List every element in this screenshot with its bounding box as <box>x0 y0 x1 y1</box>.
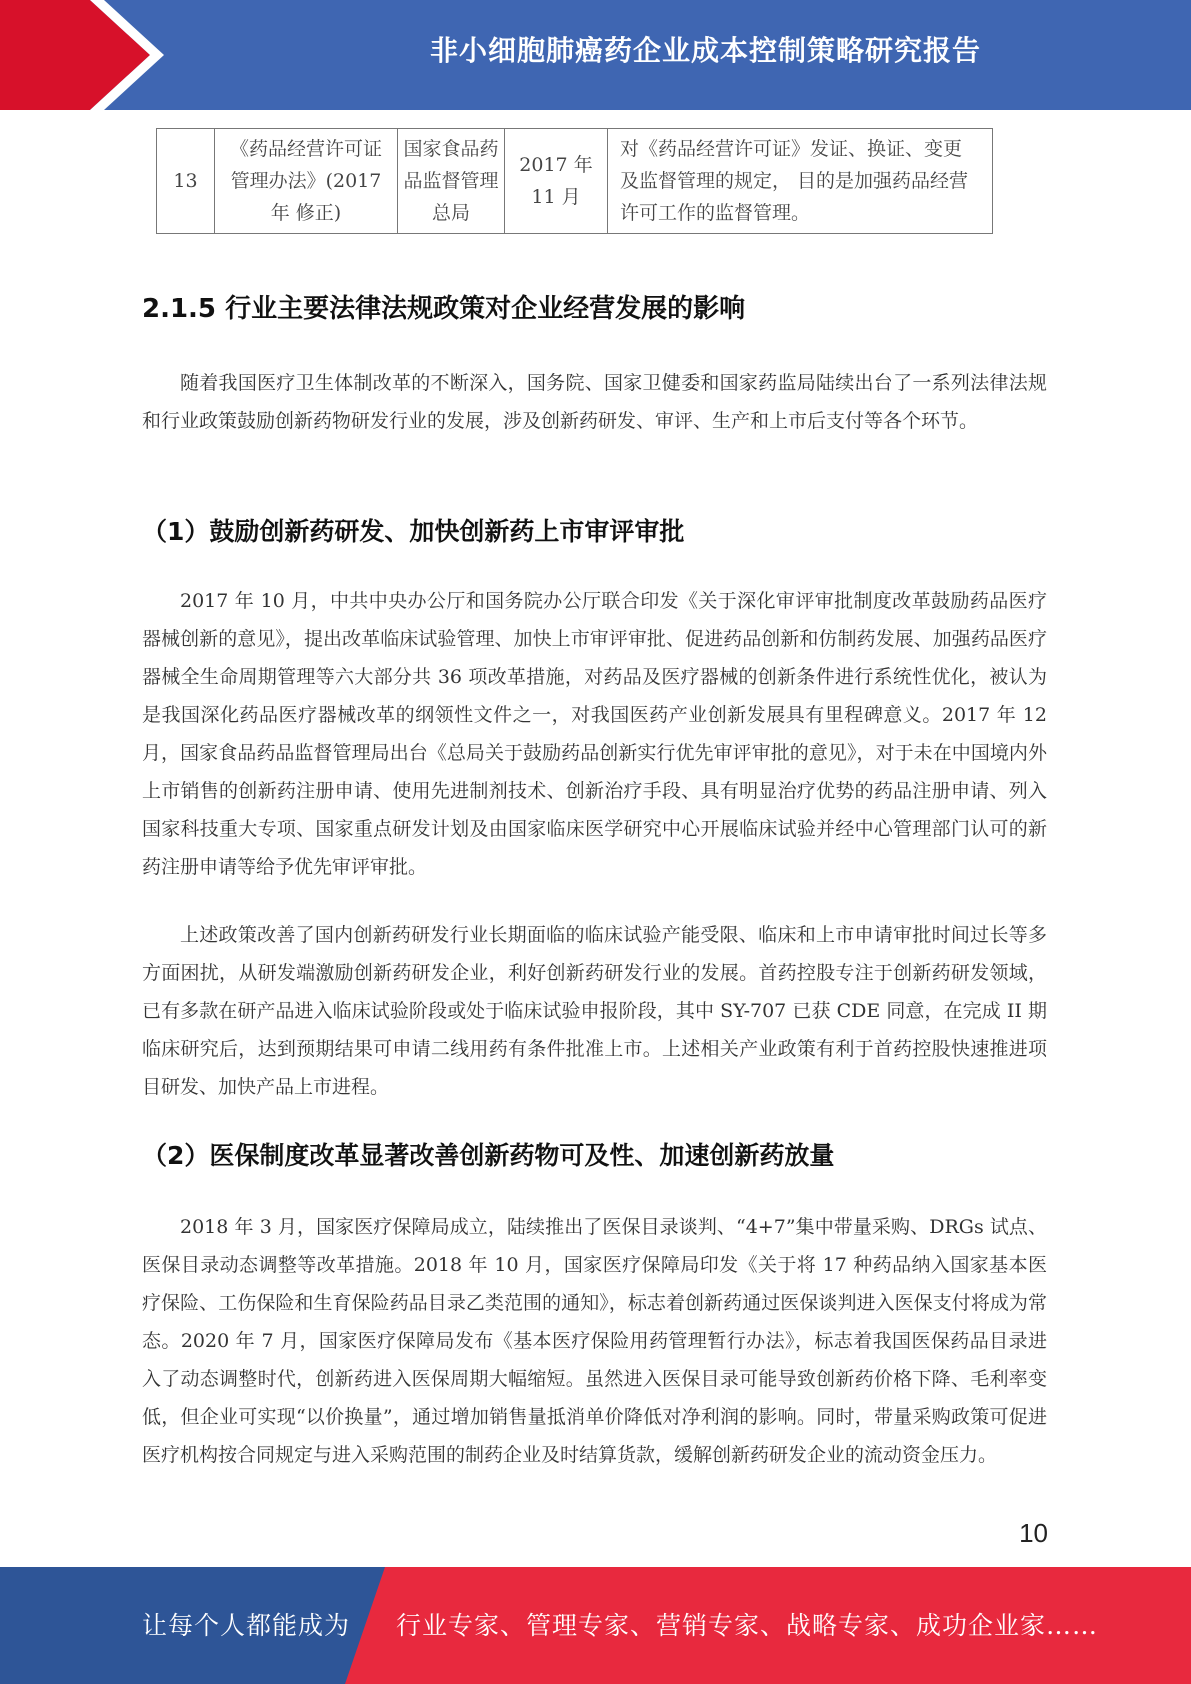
subheading-innovation: （1）鼓励创新药研发、加快创新药上市审评审批 <box>142 517 685 546</box>
page-header <box>0 0 1191 110</box>
row-number: 13 <box>157 129 215 234</box>
header-chevron-decoration <box>0 0 200 110</box>
issuing-authority: 国家食品药品监督管理总局 <box>398 129 505 234</box>
page-footer <box>0 1567 1191 1684</box>
regulation-table <box>156 128 993 234</box>
subheading-insurance: （2）医保制度改革显著改善创新药物可及性、加速创新药放量 <box>142 1141 835 1170</box>
table-row <box>157 129 993 234</box>
regulation-name: 《药品经营许可证管理办法》(2017 年 修正) <box>215 129 398 234</box>
paragraph-policy-impact: 上述政策改善了国内创新药研发行业长期面临的临床试验产能受限、临床和上市申请审批时间过长等多方面困扰，从研发端激励创新药研发企业，利好创新药研发行业的发展。首药控股专注于创新药研发领域，已有多款在研产品进入临床试验阶段或处于临床试验申报阶段，其中 SY-707 已获 CDE 同意，在完成 II 期临床研究后，达到预期结果可申请二线用药有条件批准上市。上述相关产业政策有利于首药控股快速推进项目研发、加快产品上市进程。 <box>142 924 1047 1098</box>
section-heading: 2.1.5 行业主要法律法规政策对企业经营发展的影响 <box>142 294 746 324</box>
regulation-description: 对《药品经营许可证》发证、换证、变更及监督管理的规定， 目的是加强药品经营许可工作的监督管理。 <box>608 129 993 234</box>
paragraph-policy-2017: 2017 年 10 月，中共中央办公厅和国务院办公厅联合印发《关于深化审评审批制度改革鼓励药品医疗器械创新的意见》，提出改革临床试验管理、加快上市审评审批、促进药品创新和仿制药发展、加强药品医疗器械全生命周期管理等六大部分共 36 项改革措施，对药品及医疗器械的创新条件进行系统性优化，被认为是我国深化药品医疗器械改革的纲领性文件之一，对我国医药产业创新发展具有里程碑意义。2017 年 12 月，国家食品药品监督管理局出台《总局关于鼓励药品创新实行优先审评审批的意见》，对于未在中国境内外上市销售的创新药注册申请、使用先进制剂技术、创新治疗手段、具有明显治疗优势的药品注册申请、列入国家科技重大专项、国家重点研发计划及由国家临床医学研究中心开展临床试验并经中心管理部门认可的新药注册申请等给予优先审评审批。 <box>142 590 1047 878</box>
report-title: 非小细胞肺癌药企业成本控制策略研究报告 <box>429 34 981 67</box>
intro-paragraph: 随着我国医疗卫生体制改革的不断深入，国务院、国家卫健委和国家药监局陆续出台了一系列法律法规和行业政策鼓励创新药物研发行业的发展，涉及创新药研发、审评、生产和上市后支付等各个环节。 <box>142 372 1047 432</box>
issue-date: 2017 年 11 月 <box>505 129 608 234</box>
footer-slogan-left: 让每个人都能成为 <box>142 1611 351 1640</box>
paragraph-insurance-reform: 2018 年 3 月，国家医疗保障局成立，陆续推出了医保目录谈判、“4+7”集中带量采购、DRGs 试点、医保目录动态调整等改革措施。2018 年 10 月，国家医疗保障局印发《关于将 17 种药品纳入国家基本医疗保险、工伤保险和生育保险药品目录乙类范围的通知》，标志着创新药通过医保谈判进入医保支付将成为常态。2020 年 7 月，国家医疗保障局发布《基本医疗保险用药管理暂行办法》，标志着我国医保药品目录进入了动态调整时代，创新药进入医保周期大幅缩短。虽然进入医保目录可能导致创新药价格下降、毛利率变低，但企业可实现“以价换量”，通过增加销售量抵消单价降低对净利润的影响。同时，带量采购政策可促进医疗机构按合同规定与进入采购范围的制药企业及时结算货款，缓解创新药研发企业的流动资金压力。 <box>142 1216 1047 1466</box>
footer-slogan-right: 行业专家、管理专家、营销专家、战略专家、成功企业家…… <box>396 1611 1099 1640</box>
page-number: 10 <box>1019 1518 1048 1548</box>
